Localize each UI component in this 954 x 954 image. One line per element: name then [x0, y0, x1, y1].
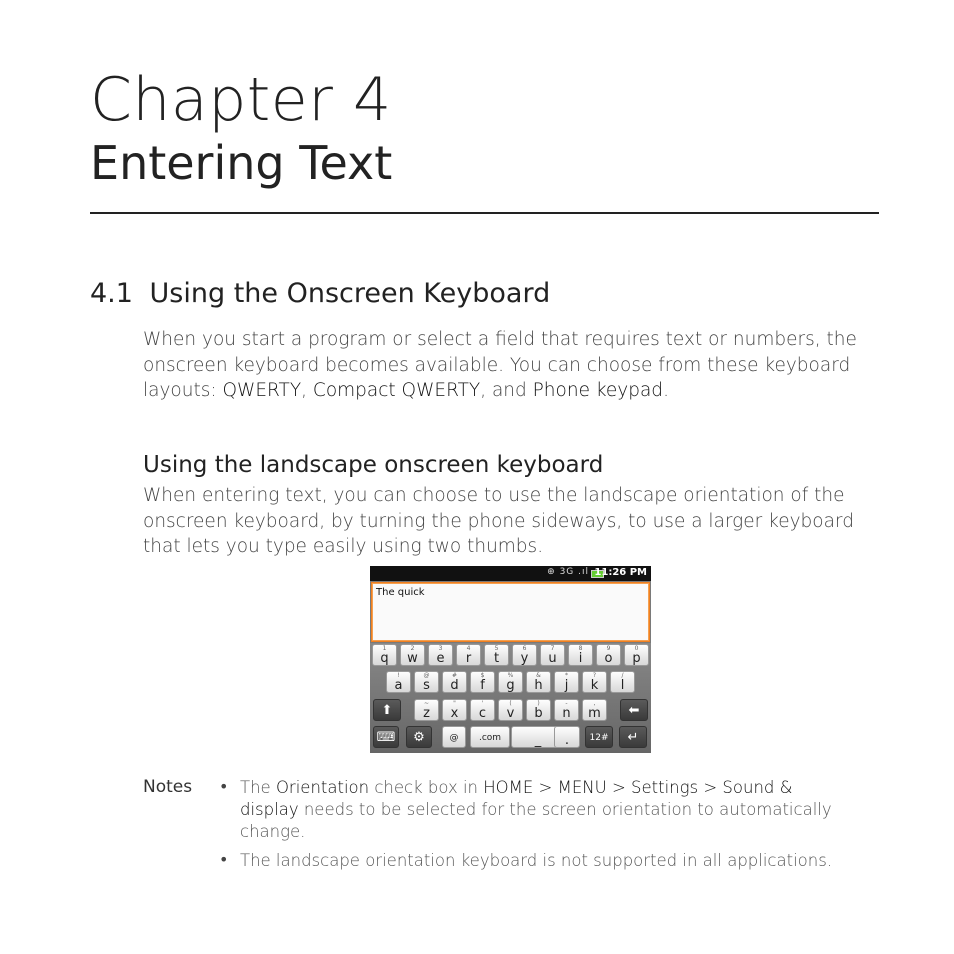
keyboard-icon: ⌨	[376, 730, 396, 745]
key-char: z	[423, 706, 430, 721]
key-alt-char: ,	[593, 700, 596, 707]
key-x[interactable]	[442, 699, 467, 721]
key-alt-char: &	[536, 672, 541, 679]
dotcom-key[interactable]	[470, 726, 510, 748]
key-char: w	[407, 651, 418, 666]
numbers-label: 12#	[589, 733, 609, 743]
section-number: 4.1	[90, 278, 133, 309]
status-bar	[370, 566, 651, 581]
typed-text: The quick	[376, 587, 425, 598]
key-char: u	[548, 651, 557, 666]
key-u[interactable]	[540, 644, 565, 666]
section-heading	[90, 279, 550, 309]
key-q[interactable]	[372, 644, 397, 666]
key-h[interactable]	[526, 671, 551, 693]
key-char: q	[380, 651, 389, 666]
key-v[interactable]	[498, 699, 523, 721]
text-input-field[interactable]	[371, 582, 650, 642]
key-char: e	[436, 651, 445, 666]
underscore-label: _	[534, 733, 542, 748]
status-clock: 11:26 PM	[594, 567, 647, 578]
key-alt-char: 7	[550, 645, 555, 652]
intro-sep-1: ,	[301, 380, 313, 401]
key-alt-char: 5	[494, 645, 499, 652]
key-alt-char: !	[397, 672, 400, 679]
key-n[interactable]	[554, 699, 579, 721]
key-char: v	[506, 706, 515, 721]
status-icons: ⊕ 3G .ıl	[547, 567, 589, 577]
intro-text: When you start a program or select a field that requires text or numbers, the onscreen keyboard becomes available. You can choose from these keyboard layouts:	[143, 329, 857, 401]
key-alt-char: 8	[578, 645, 583, 652]
key-char: t	[493, 651, 500, 666]
note1-orientation: Orientation	[275, 778, 370, 797]
at-key[interactable]	[442, 726, 466, 748]
note1-mid: check box in	[369, 778, 484, 797]
key-alt-char: %	[507, 672, 514, 679]
key-char: n	[562, 706, 571, 721]
backspace-icon: ⬅	[628, 703, 640, 718]
gear-icon: ⚙	[413, 730, 425, 745]
key-s[interactable]	[414, 671, 439, 693]
key-char: x	[450, 706, 459, 721]
key-e[interactable]	[428, 644, 453, 666]
key-l[interactable]	[610, 671, 635, 693]
key-char: a	[394, 678, 403, 693]
note1-menu-path: HOME > MENU > Settings > Sound & display	[240, 778, 793, 819]
key-char: j	[564, 678, 569, 693]
key-char: d	[450, 678, 459, 693]
period-label: .	[564, 733, 570, 748]
key-alt-char: /	[621, 672, 624, 679]
key-char: m	[588, 706, 601, 721]
key-d[interactable]	[442, 671, 467, 693]
subsection-heading: Using the landscape onscreen keyboard	[143, 452, 604, 478]
key-alt-char: *	[565, 672, 568, 679]
key-z[interactable]	[414, 699, 439, 721]
key-alt-char: ?	[592, 672, 597, 679]
key-a[interactable]	[386, 671, 411, 693]
key-char: l	[620, 678, 625, 693]
chapter-title: Entering Text	[90, 136, 393, 190]
key-char: p	[632, 651, 641, 666]
dotcom-label: .com	[478, 733, 502, 743]
key-alt-char: 4	[466, 645, 471, 652]
phone-screenshot	[370, 566, 651, 753]
intro-sep-2: , and	[480, 380, 533, 401]
key-b[interactable]	[526, 699, 551, 721]
key-alt-char: 3	[438, 645, 443, 652]
key-k[interactable]	[582, 671, 607, 693]
subsection-paragraph: When entering text, you can choose to use the landscape orientation of the onscreen keyboard, by turning the phone sideways, to use a larger keyboard that lets you type easily using two thumbs.	[143, 485, 854, 557]
key-alt-char: "	[453, 700, 456, 707]
key-char: f	[480, 678, 485, 693]
key-g[interactable]	[498, 671, 523, 693]
layout-qwerty: QWERTY	[222, 380, 302, 401]
key-char: r	[465, 651, 472, 666]
key-j[interactable]	[554, 671, 579, 693]
backspace-key[interactable]	[620, 699, 648, 721]
period-key[interactable]	[554, 726, 580, 748]
notes-label: Notes	[143, 777, 193, 797]
numbers-key[interactable]	[585, 726, 613, 748]
layout-compact-qwerty: Compact QWERTY	[312, 380, 481, 401]
key-c[interactable]	[470, 699, 495, 721]
key-alt-char: #	[451, 672, 458, 679]
key-char: i	[578, 651, 583, 666]
note-2: The landscape orientation keyboard is not supported in all applications.	[240, 851, 833, 870]
enter-icon: ↵	[627, 730, 639, 745]
key-char: k	[590, 678, 599, 693]
keyboard-switch-key[interactable]	[373, 726, 399, 748]
intro-end: .	[663, 380, 669, 401]
chapter-divider	[90, 212, 879, 214]
key-alt-char: '	[481, 700, 484, 707]
chapter-label: Chapter 4	[90, 65, 392, 135]
key-char: b	[534, 706, 543, 721]
key-r[interactable]	[456, 644, 481, 666]
key-m[interactable]	[582, 699, 607, 721]
note-bullet-1: •	[219, 777, 229, 796]
key-f[interactable]	[470, 671, 495, 693]
onscreen-keyboard	[370, 643, 651, 753]
key-o[interactable]	[596, 644, 621, 666]
key-alt-char: )	[537, 700, 540, 707]
key-alt-char: 2	[410, 645, 415, 652]
note-bullet-2: •	[219, 850, 229, 869]
note-1	[240, 777, 840, 843]
key-char: y	[520, 651, 529, 666]
intro-paragraph	[143, 327, 873, 404]
key-alt-char: 0	[634, 645, 639, 652]
key-char: s	[423, 678, 430, 693]
key-char: o	[604, 651, 613, 666]
key-char: g	[506, 678, 515, 693]
key-alt-char: (	[509, 700, 512, 707]
key-alt-char: 6	[522, 645, 527, 652]
key-t[interactable]	[484, 644, 509, 666]
enter-key[interactable]	[619, 726, 647, 748]
note1-post: needs to be selected for the screen orientation to automatically change.	[240, 800, 832, 841]
key-char: c	[478, 706, 487, 721]
key-alt-char: @	[423, 672, 430, 679]
key-alt-char: 1	[382, 645, 387, 652]
key-alt-char: 9	[606, 645, 611, 652]
key-p[interactable]	[624, 644, 649, 666]
section-title: Using the Onscreen Keyboard	[149, 278, 551, 309]
key-i[interactable]	[568, 644, 593, 666]
layout-phone-keypad: Phone keypad	[532, 380, 664, 401]
shift-key[interactable]	[373, 699, 401, 721]
shift-icon: ⬆	[381, 703, 393, 718]
key-alt-char: ~	[423, 700, 430, 707]
key-alt-char: $	[480, 672, 485, 679]
key-y[interactable]	[512, 644, 537, 666]
at-label: @	[449, 733, 459, 743]
settings-key[interactable]	[406, 726, 432, 748]
key-alt-char: -	[565, 700, 568, 707]
note1-pre: The	[240, 778, 276, 797]
key-char: h	[534, 678, 543, 693]
key-w[interactable]	[400, 644, 425, 666]
